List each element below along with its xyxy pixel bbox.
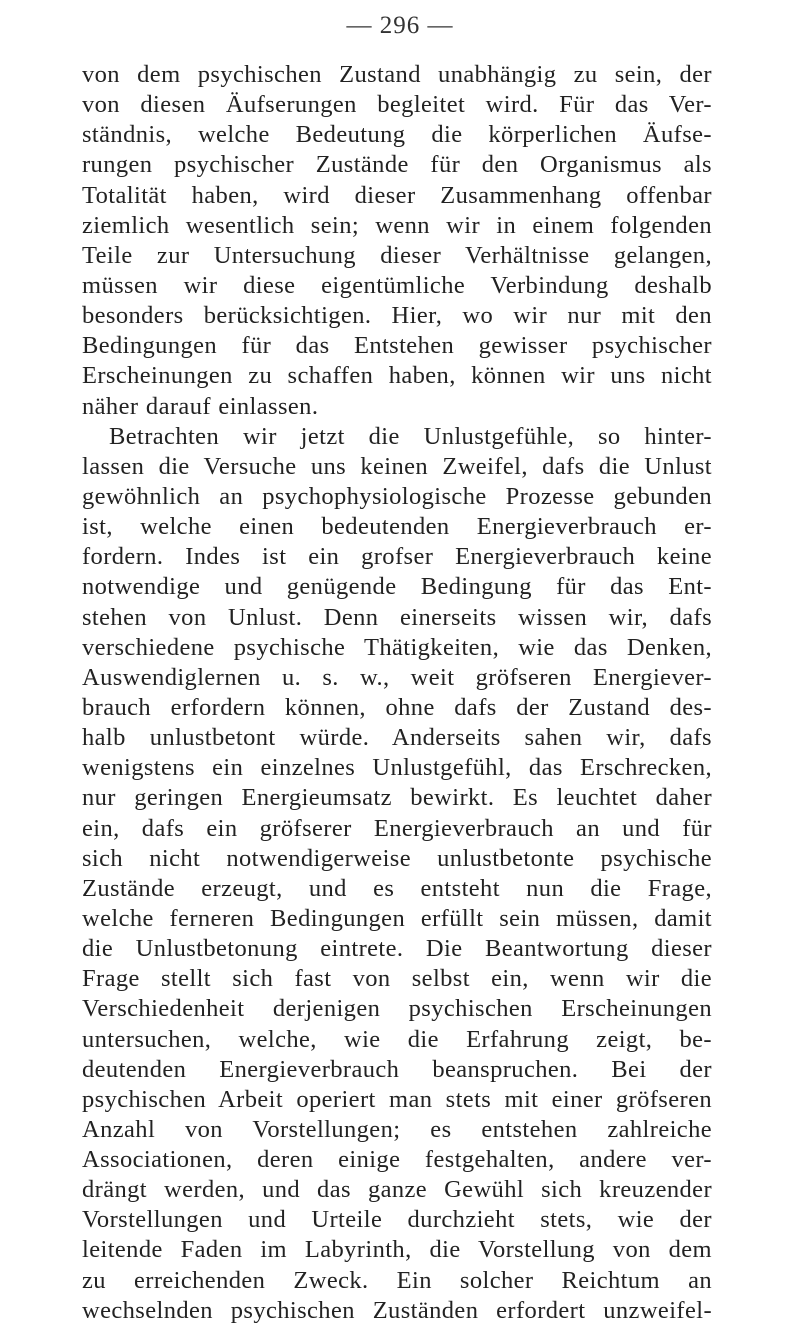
text-line: ist, welche einen bedeutenden Energieverbrauch er- — [82, 513, 712, 541]
text-line: fordern. Indes ist ein grofser Energieverbrauch keine — [82, 543, 712, 571]
text-line: deutenden Energieverbrauch beanspruchen. Bei der — [82, 1055, 712, 1083]
text-line: Teile zur Untersuchung dieser Verhältnisse gelangen, — [82, 241, 712, 269]
text-line: leitende Faden im Labyrinth, die Vorstellung von dem — [82, 1236, 712, 1264]
page-number: — 296 — — [346, 12, 454, 39]
text-line: zu erreichenden Zweck. Ein solcher Reichtum an — [82, 1266, 712, 1294]
text-line: Auswendiglernen u. s. w., weit gröfseren Energiever- — [82, 663, 712, 691]
text-line: ständnis, welche Bedeutung die körperlichen Äufse- — [82, 121, 712, 149]
text-line: müssen wir diese eigentümliche Verbindung deshalb — [82, 271, 712, 299]
text-line: gewöhnlich an psychophysiologische Prozesse gebunden — [82, 482, 712, 510]
text-line: Anzahl von Vorstellungen; es entstehen zahlreiche — [82, 1115, 712, 1143]
text-line: halb unlustbetont würde. Anderseits sahen wir, dafs — [82, 724, 712, 752]
paragraph-end-line: näher darauf einlassen. — [82, 392, 319, 420]
text-line: Totalität haben, wird dieser Zusammenhang offenbar — [82, 181, 712, 209]
text-line: Vorstellungen und Urteile durchzieht stets, wie der — [82, 1206, 712, 1234]
text-line: wenigstens ein einzelnes Unlustgefühl, das Erschrecken, — [82, 754, 712, 782]
text-line: lassen die Versuche uns keinen Zweifel, dafs die Unlust — [82, 452, 712, 480]
text-line: rungen psychischer Zustände für den Organismus als — [82, 151, 712, 179]
text-line: brauch erfordern können, ohne dafs der Zustand des- — [82, 693, 712, 721]
text-line: Bedingungen für das Entstehen gewisser psychischer — [82, 332, 712, 360]
text-line: psychischen Arbeit operiert man stets mit einer gröfseren — [82, 1085, 712, 1113]
text-line: stehen von Unlust. Denn einerseits wissen wir, dafs — [82, 603, 712, 631]
text-line: die Unlustbetonung eintrete. Die Beantwortung dieser — [82, 935, 712, 963]
text-line: notwendige und genügende Bedingung für das Ent- — [82, 573, 712, 601]
text-line: Erscheinungen zu schaffen haben, können wir uns nicht — [82, 362, 712, 390]
text-line: besonders berücksichtigen. Hier, wo wir nur mit den — [82, 302, 712, 330]
text-line: wechselnden psychischen Zuständen erfordert unzweifel- — [82, 1296, 712, 1324]
paragraph-start-line: Betrachten wir jetzt die Unlustgefühle, so hinter- — [109, 422, 712, 450]
text-line: drängt werden, und das ganze Gewühl sich kreuzender — [82, 1176, 712, 1204]
text-line: Frage stellt sich fast von selbst ein, wenn wir die — [82, 965, 712, 993]
text-line: verschiedene psychische Thätigkeiten, wie das Denken, — [82, 633, 712, 661]
text-line: Verschiedenheit derjenigen psychischen Erscheinungen — [82, 995, 712, 1023]
text-line: ziemlich wesentlich sein; wenn wir in einem folgenden — [82, 211, 712, 239]
text-line: Associationen, deren einige festgehalten, andere ver- — [82, 1146, 712, 1174]
text-line: nur geringen Energieumsatz bewirkt. Es leuchtet daher — [82, 784, 712, 812]
text-line: Zustände erzeugt, und es entsteht nun die Frage, — [82, 874, 712, 902]
text-line: welche ferneren Bedingungen erfüllt sein müssen, damit — [82, 904, 712, 932]
text-line: von diesen Äufserungen begleitet wird. Für das Ver- — [82, 91, 712, 119]
text-line: untersuchen, welche, wie die Erfahrung zeigt, be- — [82, 1025, 712, 1053]
text-line: sich nicht notwendigerweise unlustbetonte psychische — [82, 844, 712, 872]
text-line: von dem psychischen Zustand unabhängig zu sein, der — [82, 61, 712, 88]
text-line: ein, dafs ein gröfserer Energieverbrauch an und für — [82, 814, 712, 842]
body-text — [82, 60, 712, 1326]
